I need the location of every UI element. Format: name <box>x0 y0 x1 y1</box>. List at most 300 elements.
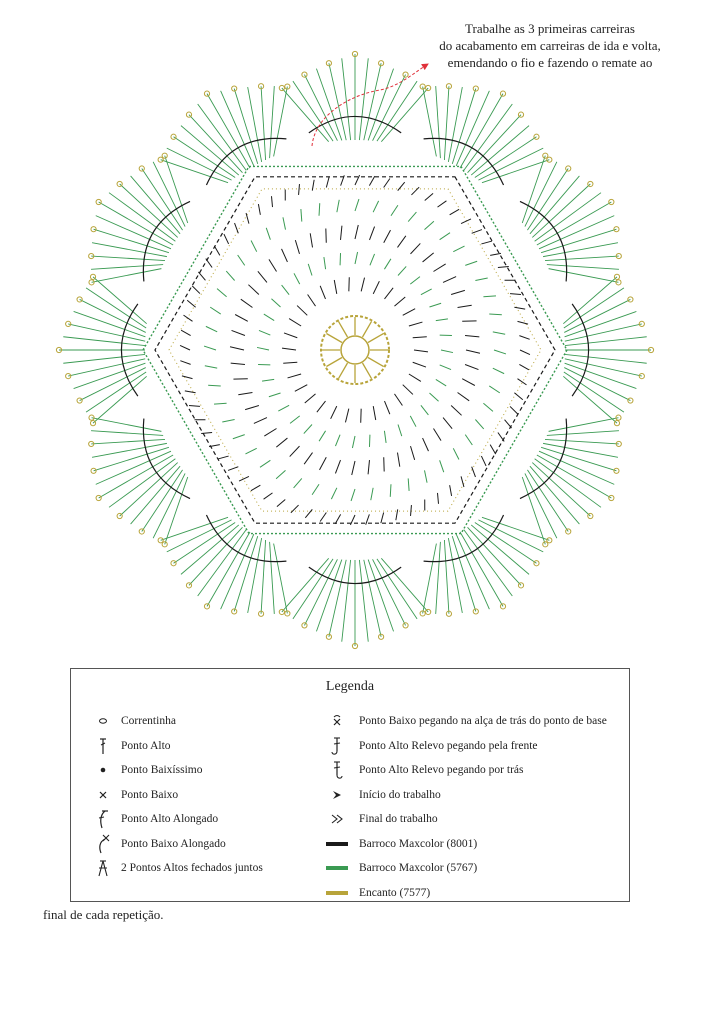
ring-stitch <box>284 333 297 338</box>
ring-stitch <box>436 319 448 321</box>
ring-stitch <box>271 299 280 307</box>
fan-stitch <box>563 277 617 324</box>
fan-stitch <box>377 559 417 619</box>
picot <box>117 513 122 518</box>
picot <box>232 86 237 91</box>
fan-stitch <box>564 372 624 412</box>
ring-stitch <box>384 230 391 243</box>
ring-stitch <box>264 493 273 499</box>
legend-item <box>321 783 621 808</box>
ring-stitch <box>458 305 472 307</box>
fan-stitch <box>452 89 476 164</box>
fan-stitch <box>167 520 232 552</box>
ring-stitch <box>262 379 274 381</box>
ring-stitch <box>259 330 270 335</box>
fan-stitch <box>563 376 617 423</box>
ring-stitch <box>436 379 446 386</box>
ring-stitch <box>198 272 205 280</box>
ring-stitch <box>409 374 421 381</box>
picot <box>186 583 191 588</box>
ring-stitch <box>465 261 477 265</box>
ring-stitch <box>232 330 245 335</box>
ring-stitch <box>370 254 375 265</box>
fan-stitch <box>532 463 590 516</box>
ring-stitch <box>505 420 512 428</box>
picot <box>518 112 523 117</box>
ring-stitch <box>411 505 412 516</box>
picot <box>614 227 619 232</box>
fan-stitch <box>248 538 262 613</box>
legend-label: Início do trabalho <box>359 788 441 801</box>
picot <box>158 157 163 162</box>
ring-stitch <box>185 391 196 393</box>
ring-stitch <box>206 326 217 331</box>
picot <box>543 153 548 158</box>
ring-stitch <box>440 460 444 472</box>
ring-stitch <box>290 446 300 456</box>
ring-stitch <box>204 346 216 350</box>
ring-stitch <box>385 401 390 414</box>
ring-stitch <box>443 418 452 429</box>
fan-stitch <box>468 527 521 585</box>
ring-stitch <box>517 321 528 324</box>
ring-stitch <box>282 348 296 350</box>
fan-stitch <box>564 299 630 332</box>
ring-stitch <box>489 386 500 393</box>
fan-stitch <box>92 243 167 257</box>
ring-stitch <box>301 209 302 222</box>
ring-stitch <box>308 264 312 276</box>
picot <box>162 153 167 158</box>
ring-stitch <box>490 253 501 255</box>
fan-stitch <box>478 148 543 180</box>
ring-stitch <box>368 460 369 474</box>
fan-stitch <box>482 517 549 540</box>
fan-stitch <box>532 184 590 237</box>
legend-label: Ponto Alto Relevo pegando pela frente <box>359 739 538 752</box>
ring-stitch <box>510 406 518 414</box>
ring-stitch <box>230 347 244 350</box>
ring-stitch <box>481 456 486 466</box>
ring-stitch <box>461 476 464 487</box>
fan-stitch <box>282 558 329 612</box>
ring-stitch <box>238 255 245 265</box>
ring-stitch <box>264 428 276 436</box>
fan-stitch <box>304 75 337 141</box>
ring-stitch <box>408 212 416 222</box>
ring-stitch <box>398 266 406 275</box>
ring-stitch <box>269 393 281 397</box>
ring-stitch <box>283 217 286 229</box>
fan-stitch <box>91 265 163 270</box>
ring-stitch <box>355 225 358 239</box>
fan-stitch <box>91 439 165 444</box>
ring-stitch <box>391 205 398 216</box>
fan-stitch <box>274 87 288 157</box>
fan-stitch <box>86 288 146 328</box>
color-swatch-icon <box>326 866 348 870</box>
ring-stitch <box>271 196 272 207</box>
ring-stitch <box>214 403 227 404</box>
fan-stitch <box>525 162 557 227</box>
ring-stitch <box>384 259 391 269</box>
ring-stitch <box>355 252 358 264</box>
slip-stitch-icon <box>91 760 115 780</box>
ring-stitch <box>450 485 452 496</box>
ring-stitch <box>498 433 504 442</box>
fan-stitch <box>161 160 228 183</box>
picot <box>547 538 552 543</box>
ring-stitch <box>429 393 438 401</box>
ring-stitch <box>433 264 445 272</box>
ring-stitch <box>384 431 386 443</box>
note-line-1: Trabalhe as 3 primeiras carreiras <box>465 21 635 36</box>
fan-stitch <box>165 156 188 223</box>
ring-stitch <box>423 253 434 262</box>
picot <box>566 529 571 534</box>
fan-stitch <box>270 86 275 158</box>
fan-stitch <box>304 559 337 625</box>
ring-stitch <box>421 405 429 415</box>
legend-title: Legenda <box>325 679 375 694</box>
fan-stitch <box>293 81 333 141</box>
fan-stitch <box>373 559 406 625</box>
ring-stitch <box>304 453 312 465</box>
ring-stitch <box>453 448 459 459</box>
ring-stitch <box>260 460 270 467</box>
ring-stitch <box>312 484 319 495</box>
ring-stitch <box>205 366 217 368</box>
ring-stitch <box>235 314 248 321</box>
ring-stitch <box>222 420 234 423</box>
legend-item <box>91 734 331 759</box>
picot <box>171 134 176 139</box>
ring-stitch <box>233 435 245 439</box>
ring-stitch <box>235 223 239 233</box>
ring-stitch <box>210 307 221 314</box>
ring-stitch <box>517 379 526 385</box>
ring-stitch <box>317 401 326 412</box>
center-inner-ring <box>341 336 369 364</box>
fan-stitch <box>94 447 169 471</box>
legend-item <box>91 783 331 808</box>
legend-box <box>70 668 630 902</box>
fan-stitch <box>543 443 618 457</box>
ring-stitch <box>451 406 461 416</box>
fan-stitch <box>234 536 258 611</box>
center-stitch <box>363 363 372 379</box>
ring-stitch <box>276 438 287 447</box>
fan-stitch <box>93 277 147 324</box>
ring-stitch <box>450 209 459 215</box>
ring-stitch <box>423 438 429 451</box>
legend-left-column <box>91 709 331 881</box>
end-arrow-icon <box>321 809 353 829</box>
center-stitch <box>326 358 342 367</box>
ring-stitch <box>283 362 297 363</box>
fan-stitch <box>545 439 619 444</box>
ring-stitch <box>481 241 492 244</box>
legend-label: Ponto Baixo Alongado <box>121 837 226 850</box>
ring-stitch <box>355 199 359 211</box>
center-stitch <box>368 334 384 343</box>
fan-stitch <box>261 86 266 160</box>
ring-stitch <box>226 271 234 280</box>
ring-stitch <box>217 289 227 297</box>
ring-stitch <box>319 457 326 470</box>
ring-stitch <box>282 285 290 295</box>
ring-stitch <box>397 236 405 248</box>
picot <box>139 529 144 534</box>
legend-label: Ponto Baixo <box>121 788 179 801</box>
ring-stitch <box>305 509 312 517</box>
ring-stitch <box>335 435 340 446</box>
fan-stitch <box>423 544 437 614</box>
ring-stitch <box>465 364 478 369</box>
ring-stitch <box>451 290 465 294</box>
annotation-note <box>400 20 700 71</box>
ring-stitch <box>490 445 496 454</box>
fan-stitch <box>522 477 545 544</box>
ring-stitch <box>433 428 441 440</box>
legend-right-column <box>321 709 621 905</box>
legend-label: Ponto Alto Relevo pegando por trás <box>359 764 524 777</box>
ring-stitch <box>462 379 475 386</box>
ring-stitch <box>320 286 325 299</box>
ring-stitch <box>411 243 421 253</box>
ring-stitch <box>514 393 522 400</box>
ring-stitch <box>184 315 193 321</box>
fan-stitch <box>189 527 242 585</box>
ring-stitch <box>373 201 378 212</box>
back-post-dc-icon <box>321 760 353 780</box>
ring-stitch <box>440 233 450 240</box>
legend-item <box>321 758 621 783</box>
ring-stitch <box>443 277 456 283</box>
start-arrow-icon <box>321 785 353 805</box>
ring-stitch <box>187 300 195 307</box>
double-crochet-icon <box>91 736 115 756</box>
ring-stitch <box>352 436 355 448</box>
ring-stitch <box>519 336 529 340</box>
fan-stitch <box>452 536 476 611</box>
fan-stitch <box>92 269 162 283</box>
ring-stitch <box>206 259 212 268</box>
center-stitch <box>363 321 372 337</box>
ring-stitch <box>425 221 434 229</box>
ring-stitch <box>295 240 299 254</box>
ring-stitch <box>208 385 221 386</box>
ring-stitch <box>425 193 433 200</box>
fan-stitch <box>94 229 169 253</box>
legend-item <box>91 807 331 832</box>
fan-stitch <box>444 540 449 614</box>
ring-stitch <box>429 303 441 307</box>
ring-stitch <box>341 226 342 240</box>
ring-stitch <box>294 273 300 284</box>
legend-item <box>321 832 621 857</box>
ring-stitch <box>320 512 326 521</box>
fan-stitch <box>261 540 266 614</box>
note-line-2: do acabamento em carreiras de ida e volta, <box>439 38 661 53</box>
ring-stitch <box>397 453 399 467</box>
fan-stitch <box>86 372 146 412</box>
fan-stitch <box>153 162 185 227</box>
fan-stitch <box>248 87 262 162</box>
ring-stitch <box>266 228 270 240</box>
ring-stitch <box>461 219 471 224</box>
ring-stitch <box>182 376 193 379</box>
fan-stitch <box>92 443 167 457</box>
center-stitch <box>368 358 384 367</box>
legend-label: Barroco Maxcolor (8001) <box>359 837 478 850</box>
picot <box>158 538 163 543</box>
ring-stitch <box>453 246 464 252</box>
legend-item <box>321 856 621 881</box>
legend-label: Encanto (7577) <box>359 886 431 899</box>
fan-stitch <box>189 115 242 173</box>
ring-stitch <box>277 500 285 507</box>
ring-stitch <box>410 416 416 427</box>
legend-item <box>321 807 621 832</box>
ring-stitch <box>369 176 374 186</box>
fan-stitch <box>80 368 146 401</box>
ring-stitch <box>305 394 316 403</box>
fan-stitch <box>478 520 543 552</box>
color-swatch-icon <box>326 842 348 846</box>
picot <box>547 157 552 162</box>
picot <box>162 542 167 547</box>
legend-item <box>321 881 621 906</box>
ring-stitch <box>254 418 267 424</box>
fan-stitch <box>436 86 441 158</box>
fan-stitch <box>91 431 163 436</box>
ring-stitch <box>483 403 493 411</box>
legend-label: Ponto Alto Alongado <box>121 813 219 826</box>
ring-stitch <box>304 424 312 433</box>
ring-stitch <box>345 409 348 423</box>
ring-stitch <box>441 350 453 353</box>
ring-stitch <box>290 416 300 424</box>
ring-stitch <box>331 406 337 419</box>
ring-stitch <box>239 476 249 481</box>
center-stitch <box>326 334 342 343</box>
legend-label: Ponto Baixo pegando na alça de trás do ponto de base <box>359 715 607 728</box>
fan-stitch <box>436 542 441 614</box>
ring-stitch <box>319 431 326 441</box>
fan-stitch <box>547 431 619 436</box>
fan-stitch <box>522 156 545 223</box>
ring-stitch <box>411 187 419 195</box>
fan-stitch <box>92 418 162 432</box>
fan-stitch <box>377 81 417 141</box>
ring-stitch <box>291 505 299 513</box>
ring-stitch <box>514 307 525 309</box>
ring-stitch <box>218 456 229 459</box>
fan-stitch <box>373 75 406 141</box>
ring-stitch <box>238 392 252 394</box>
fan-stitch <box>525 473 557 538</box>
fan-stitch <box>543 243 618 257</box>
ring-stitch <box>410 277 420 285</box>
fan-stitch <box>564 288 624 328</box>
back-loop-sc-icon <box>321 711 353 731</box>
ring-stitch <box>483 296 496 297</box>
ring-stitch <box>297 306 307 316</box>
fan-stitch <box>91 256 165 261</box>
ring-stitch <box>385 288 394 299</box>
ring-stitch <box>189 406 200 407</box>
ring-stitch <box>440 365 451 370</box>
ring-stitch <box>384 179 390 188</box>
legend-label: Correntinha <box>121 715 176 728</box>
fan-stitch <box>161 517 228 540</box>
ring-stitch <box>278 405 289 411</box>
ring-stitch <box>276 470 285 478</box>
picot <box>543 542 548 547</box>
ring-stitch <box>458 392 470 400</box>
legend-item <box>321 709 621 734</box>
ring-stitch <box>319 203 320 216</box>
legend-item <box>91 856 331 881</box>
ring-stitch <box>369 227 374 240</box>
single-crochet-icon <box>91 785 115 805</box>
ring-stitch <box>299 184 300 195</box>
ring-stitch <box>371 488 373 500</box>
ring-stitch <box>493 368 504 373</box>
front-post-dc-icon <box>321 736 353 756</box>
ring-stitch <box>519 364 529 369</box>
fan-stitch <box>381 558 428 612</box>
legend-label: Barroco Maxcolor (5767) <box>359 862 478 875</box>
picot <box>588 181 593 186</box>
ring-stitch <box>231 363 245 364</box>
ring-stitch <box>337 200 339 212</box>
ring-stitch <box>335 514 340 524</box>
legend-item <box>91 709 331 734</box>
color-swatch-icon <box>326 891 348 895</box>
ring-stitch <box>310 233 312 247</box>
ring-stitch <box>381 512 384 523</box>
legend-item <box>91 758 331 783</box>
ring-stitch <box>411 446 415 460</box>
ring-stitch <box>335 460 340 473</box>
ring-stitch <box>334 280 337 294</box>
ring-stitch <box>214 246 220 255</box>
ring-stitch <box>475 420 483 429</box>
ring-stitch <box>403 309 415 316</box>
ring-stitch <box>498 266 509 267</box>
note-line-3: emendando o fio e fazendo o remate ao <box>447 55 653 70</box>
ring-stitch <box>245 406 259 410</box>
legend-label: Ponto Baixíssimo <box>121 764 203 777</box>
fan-stitch <box>444 86 449 160</box>
ring-stitch <box>241 299 253 307</box>
picot <box>232 609 237 614</box>
ring-stitch <box>390 484 391 497</box>
center-stitch <box>339 363 348 379</box>
fan-stitch <box>234 89 258 164</box>
fan-stitch <box>165 477 188 544</box>
fan-stitch <box>282 88 329 142</box>
fan-stitch <box>381 88 428 142</box>
ring-stitch <box>413 362 426 367</box>
fan-stitch <box>541 447 616 471</box>
ring-stitch <box>475 278 487 281</box>
ring-stitch <box>421 289 432 295</box>
ring-stitch <box>394 394 402 406</box>
fan-stitch <box>270 542 275 614</box>
